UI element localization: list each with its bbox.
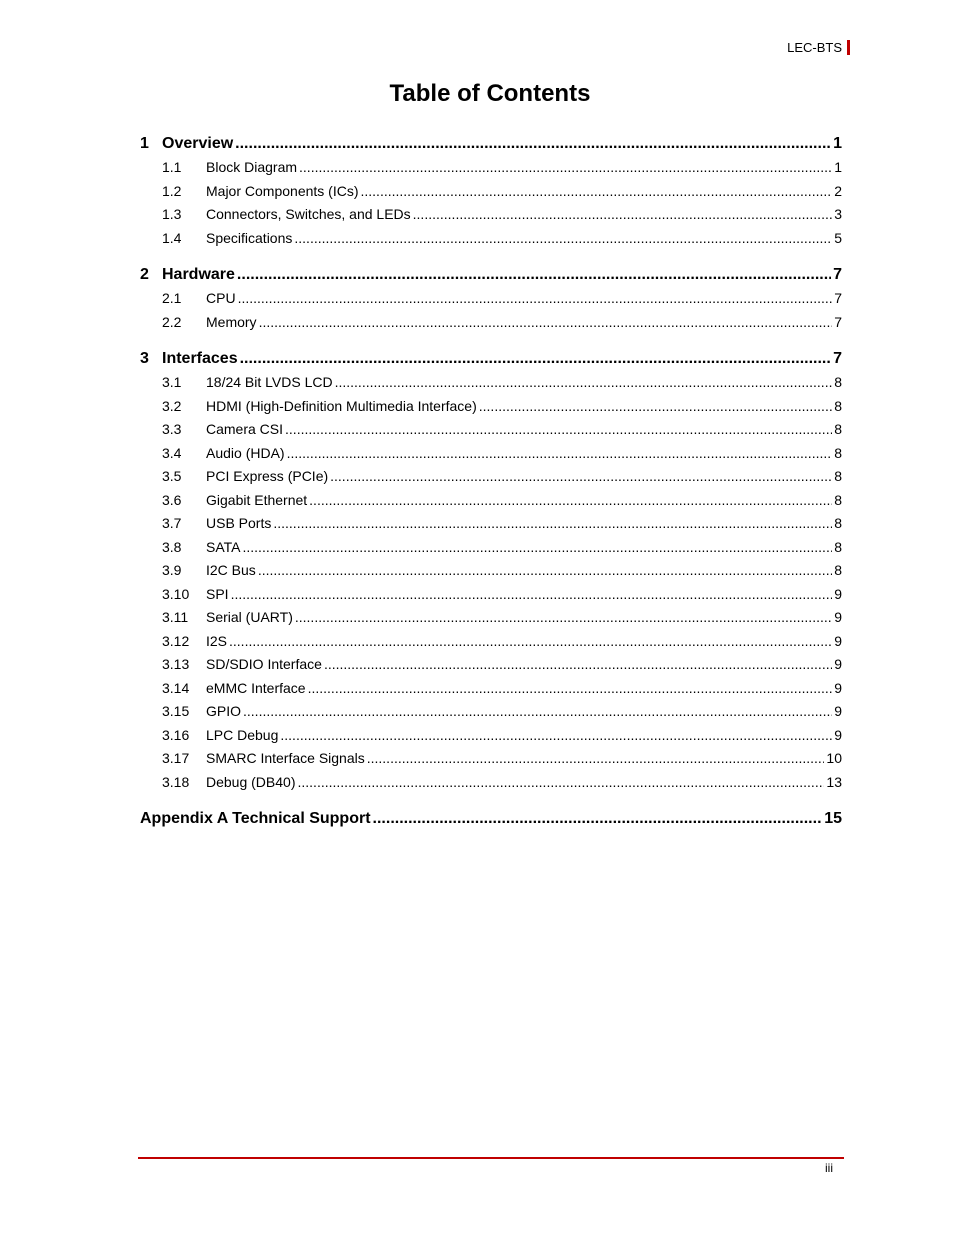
toc-entry-page: 7 (834, 313, 842, 330)
toc-section-appendix (140, 806, 842, 831)
toc-entry-label: Memory (206, 313, 257, 330)
toc-entry-page: 9 (834, 585, 842, 602)
page-header (787, 40, 850, 55)
toc-entry-page: 8 (834, 562, 842, 578)
toc-entry-number: 3.6 (162, 491, 182, 508)
toc-leader-dots (231, 583, 833, 607)
toc-leader-dots (285, 418, 832, 442)
toc-leader-dots (273, 512, 832, 536)
toc-entry-label: Serial (UART) (206, 609, 293, 625)
toc-leader-dots (308, 677, 833, 701)
toc-entry-label: 18/24 Bit LVDS LCD (206, 374, 333, 390)
toc-entry-label: PCI Express (PCIe) (206, 468, 329, 484)
footer-page-number: iii (825, 1161, 833, 1175)
toc-entry[interactable] (140, 677, 842, 701)
toc-entry-label: Audio (HDA) (206, 444, 285, 461)
toc-entry-label: eMMC Interface (206, 679, 306, 696)
toc-entry-number: 3.3 (162, 421, 182, 437)
toc-leader-dots (240, 346, 832, 371)
toc-entry[interactable] (140, 536, 842, 560)
toc-entry-chapter[interactable] (140, 131, 842, 156)
toc-entry-number: 3.15 (162, 703, 190, 719)
toc-entry-page: 9 (834, 632, 842, 649)
toc-entry-page: 8 (834, 397, 842, 414)
toc-entry[interactable] (140, 227, 842, 251)
toc-entry[interactable] (140, 512, 842, 536)
toc-entry-page: 10 (826, 750, 842, 766)
toc-entry-label: CPU (206, 290, 236, 306)
toc-entry-number: 1.3 (162, 206, 182, 222)
toc-entry-page: 8 (834, 515, 842, 531)
toc-entry-number: 2.2 (162, 313, 182, 330)
toc-entry-page: 2 (834, 182, 842, 199)
page-title: Table of Contents (389, 80, 591, 107)
toc-entry-label: Gigabit Ethernet (206, 491, 308, 508)
toc-leader-dots (335, 371, 833, 395)
toc-entry-page: 8 (834, 374, 842, 390)
toc-entry-page: 5 (834, 229, 842, 246)
toc-entry[interactable] (140, 180, 842, 204)
toc-leader-dots (280, 724, 832, 748)
toc-entry-chapter[interactable] (140, 262, 842, 287)
toc-entry-label: USB Ports (206, 515, 272, 531)
toc-entry-number: 3.10 (162, 585, 190, 602)
toc-entry-page: 8 (834, 491, 842, 508)
toc-entry[interactable] (140, 311, 842, 335)
toc-entry-label: Interfaces (162, 350, 238, 367)
toc-leader-dots (299, 156, 832, 180)
toc-entry-number: 3.9 (162, 562, 182, 578)
toc-entry-label: LPC Debug (206, 726, 279, 743)
toc-entry-label: Major Components (ICs) (206, 182, 359, 199)
toc-entry[interactable] (140, 442, 842, 466)
toc-entry-label: Camera CSI (206, 421, 284, 437)
toc-leader-dots (243, 536, 833, 560)
toc-entry[interactable] (140, 606, 842, 630)
toc-entry[interactable] (140, 489, 842, 513)
toc-leader-dots (298, 771, 825, 795)
toc-entry-number: 3.14 (162, 679, 190, 696)
toc-entry[interactable] (140, 395, 842, 419)
table-of-contents (140, 131, 842, 843)
toc-entry-number: 3 (140, 350, 149, 367)
toc-entry-label: SPI (206, 585, 229, 602)
toc-leader-dots (229, 630, 832, 654)
toc-entry-page: 7 (833, 266, 842, 283)
toc-section-2 (140, 262, 842, 334)
toc-entry-number: 3.5 (162, 468, 182, 484)
toc-entry-chapter[interactable] (140, 346, 842, 371)
toc-entry-page: 9 (834, 609, 842, 625)
toc-entry[interactable] (140, 653, 842, 677)
toc-entry-label: Hardware (162, 266, 235, 283)
toc-entry-number: 3.2 (162, 397, 182, 414)
toc-leader-dots (413, 203, 833, 227)
toc-entry[interactable] (140, 559, 842, 583)
toc-entry[interactable] (140, 203, 842, 227)
toc-entry[interactable] (140, 418, 842, 442)
toc-entry-label: SATA (206, 538, 241, 555)
toc-leader-dots (361, 180, 833, 204)
toc-section-1 (140, 131, 842, 250)
toc-entry-page: 9 (834, 703, 842, 719)
toc-leader-dots (295, 606, 832, 630)
toc-entry-label: Debug (DB40) (206, 773, 296, 790)
toc-entry-page: 8 (834, 444, 842, 461)
toc-entry-number: 3.13 (162, 656, 190, 672)
footer-divider (138, 1157, 844, 1159)
toc-entry-label: Appendix A Technical Support (140, 810, 371, 827)
toc-entry[interactable] (140, 583, 842, 607)
toc-leader-dots (238, 287, 833, 311)
toc-entry[interactable] (140, 371, 842, 395)
toc-entry-number: 3.12 (162, 632, 190, 649)
toc-entry[interactable] (140, 156, 842, 180)
document-id: LEC-BTS (787, 40, 842, 55)
toc-entry-number: 3.8 (162, 538, 182, 555)
toc-entry-label: Block Diagram (206, 159, 298, 175)
toc-entry-label: GPIO (206, 703, 242, 719)
toc-leader-dots (235, 131, 831, 156)
toc-entry-page: 15 (824, 810, 842, 827)
toc-entry-appendix[interactable] (140, 806, 842, 831)
toc-section-3 (140, 346, 842, 794)
toc-entry-label: Specifications (206, 229, 293, 246)
toc-entry-page: 8 (834, 468, 842, 484)
toc-entry-label: SMARC Interface Signals (206, 750, 365, 766)
toc-entry-number: 1.4 (162, 229, 182, 246)
toc-entry-number: 2.1 (162, 290, 182, 306)
header-accent-bar (847, 40, 850, 55)
toc-entry-page: 7 (834, 290, 842, 306)
toc-leader-dots (479, 395, 832, 419)
toc-leader-dots (258, 559, 832, 583)
toc-entry-number: 1.1 (162, 159, 182, 175)
toc-entry-page: 9 (834, 726, 842, 743)
toc-leader-dots (287, 442, 833, 466)
toc-entry-number: 3.11 (162, 609, 189, 625)
toc-entry-page: 1 (834, 159, 842, 175)
toc-leader-dots (330, 465, 832, 489)
toc-entry[interactable] (140, 465, 842, 489)
toc-entry-label: I2C Bus (206, 562, 256, 578)
toc-entry-page: 1 (833, 135, 842, 152)
toc-entry[interactable] (140, 287, 842, 311)
toc-leader-dots (237, 262, 831, 287)
toc-entry-page: 7 (833, 350, 842, 367)
toc-entry-page: 8 (834, 538, 842, 555)
toc-leader-dots (259, 311, 833, 335)
toc-entry[interactable] (140, 771, 842, 795)
toc-entry-page: 3 (834, 206, 842, 222)
toc-entry-number: 1.2 (162, 182, 182, 199)
toc-leader-dots (367, 747, 825, 771)
toc-entry[interactable] (140, 700, 842, 724)
toc-entry-number: 3.7 (162, 515, 182, 531)
toc-entry-page: 13 (826, 773, 842, 790)
toc-entry-label: Connectors, Switches, and LEDs (206, 206, 411, 222)
toc-leader-dots (373, 806, 823, 831)
toc-entry-label: I2S (206, 632, 228, 649)
toc-entry-label: HDMI (High-Definition Multimedia Interface) (206, 397, 477, 414)
toc-entry[interactable] (140, 630, 842, 654)
toc-leader-dots (294, 227, 832, 251)
toc-entry-label: SD/SDIO Interface (206, 656, 322, 672)
toc-entry-page: 9 (834, 679, 842, 696)
toc-entry-page: 8 (834, 421, 842, 437)
toc-entry-label: Overview (162, 135, 234, 152)
toc-leader-dots (309, 489, 832, 513)
toc-entry-number: 3.18 (162, 773, 190, 790)
toc-entry-number: 3.1 (162, 374, 182, 390)
toc-entry-number: 1 (140, 135, 149, 152)
toc-entry-page: 9 (834, 656, 842, 672)
toc-entry-number: 2 (140, 266, 149, 283)
toc-entry-number: 3.16 (162, 726, 190, 743)
toc-entry-number: 3.17 (162, 750, 190, 766)
toc-entry[interactable] (140, 724, 842, 748)
toc-leader-dots (324, 653, 832, 677)
toc-entry-number: 3.4 (162, 444, 182, 461)
toc-entry[interactable] (140, 747, 842, 771)
toc-leader-dots (243, 700, 832, 724)
